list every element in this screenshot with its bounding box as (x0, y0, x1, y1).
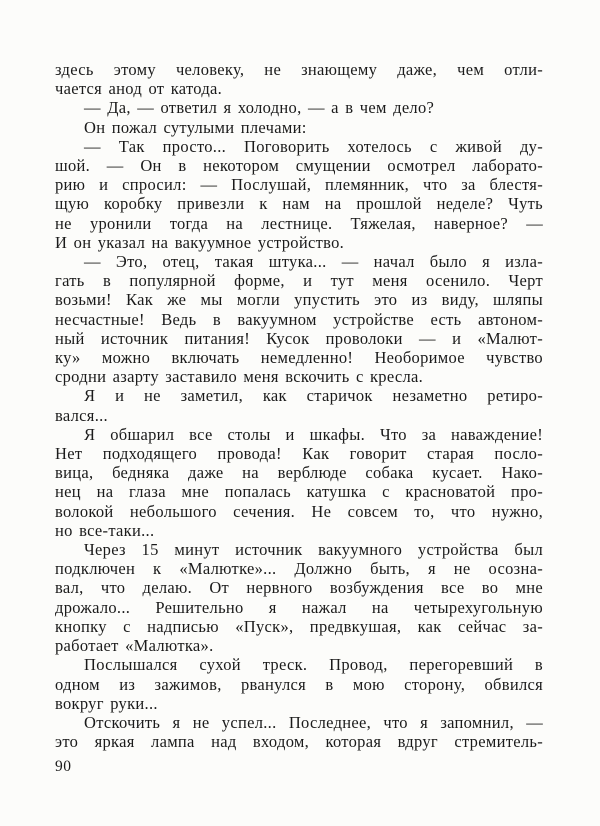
paragraph (55, 118, 543, 137)
text-line: — Да, — ответил я холодно, — а в чем дело? (84, 98, 435, 118)
paragraph (55, 655, 543, 713)
text-line: рию и спросил: — Послушай, племянник, что за блестя- (55, 175, 543, 195)
text-line: подключен к «Малютке»... Должно быть, я не осозна- (55, 559, 543, 579)
text-line: одном из зажимов, рванулся в мою сторону, обвился (55, 674, 543, 694)
text-line: чается анод от катода. (55, 79, 223, 99)
text-block (55, 60, 543, 751)
text-line: вокруг руки... (55, 693, 158, 713)
text-line: щую коробку привезли к нам на прошлой неделе? Чуть (55, 194, 543, 214)
text-line: И он указал на вакуумное устройство. (55, 232, 345, 252)
text-line: ный источник питания! Кусок проволоки — и «Малют- (55, 328, 543, 348)
text-line: здесь этому человеку, не знающему даже, чем отли- (55, 60, 543, 79)
text-line: вал, что делаю. От нервного возбуждения все во мне (55, 578, 543, 598)
text-line: это яркая лампа над входом, которая вдруг стремитель- (55, 732, 543, 752)
text-line: Послышался сухой треск. Провод, перегоревший в (84, 655, 543, 675)
text-line: кнопку с надписью «Пуск», предвкушая, как сейчас за- (55, 616, 543, 636)
text-line: нец на глаза мне попалась катушка с красноватой про- (55, 482, 543, 502)
text-line: Я обшарил все столы и шкафы. Что за наваждение! (84, 424, 543, 444)
paragraph (55, 713, 543, 751)
text-line: Отскочить я не успел... Последнее, что я запомнил, — (84, 712, 543, 732)
text-line: работает «Малютка». (55, 636, 214, 656)
text-line: несчастные! Ведь в вакуумном устройстве есть автоном- (55, 309, 543, 329)
paragraph (55, 425, 543, 540)
text-line: Нет подходящего провода! Как говорит старая посло- (55, 444, 543, 464)
paragraph (55, 60, 543, 98)
text-line: — Так просто... Поговорить хотелось с живой ду- (84, 136, 543, 156)
text-line: — Это, отец, такая штука... — начал было я изла- (84, 252, 543, 272)
text-line: вался... (55, 405, 108, 425)
text-line: дрожало... Решительно я нажал на четырехугольную (55, 597, 543, 617)
text-line: не уронили тогда на лестнице. Тяжелая, наверное? — (55, 213, 543, 233)
text-line: сродни азарту заставило меня вскочить с кресла. (55, 367, 424, 387)
paragraph (55, 540, 543, 655)
text-line: Я и не заметил, как старичок незаметно ретиро- (84, 386, 543, 406)
page-number: 90 (55, 758, 72, 775)
text-line: шой. — Он в некотором смущении осмотрел лаборато- (55, 156, 543, 176)
text-line: ку» можно включать немедленно! Необоримое чувство (55, 348, 543, 368)
text-line: но все-таки... (55, 520, 155, 540)
text-line: возьми! Как же мы могли упустить это из виду, шляпы (55, 290, 543, 310)
text-line: волокой небольшого сечения. Не совсем то, что нужно, (55, 501, 543, 521)
paragraph (55, 98, 543, 117)
text-line: вица, бедняка даже на верблюде собака кусает. Нако- (55, 463, 543, 483)
text-line: Он пожал сутулыми плечами: (84, 117, 307, 137)
paragraph (55, 386, 543, 424)
text-line: Через 15 минут источник вакуумного устройства был (84, 540, 543, 560)
paragraph (55, 252, 543, 386)
text-line: гать в популярной форме, и тут меня осенило. Черт (55, 271, 543, 291)
paragraph (55, 137, 543, 252)
